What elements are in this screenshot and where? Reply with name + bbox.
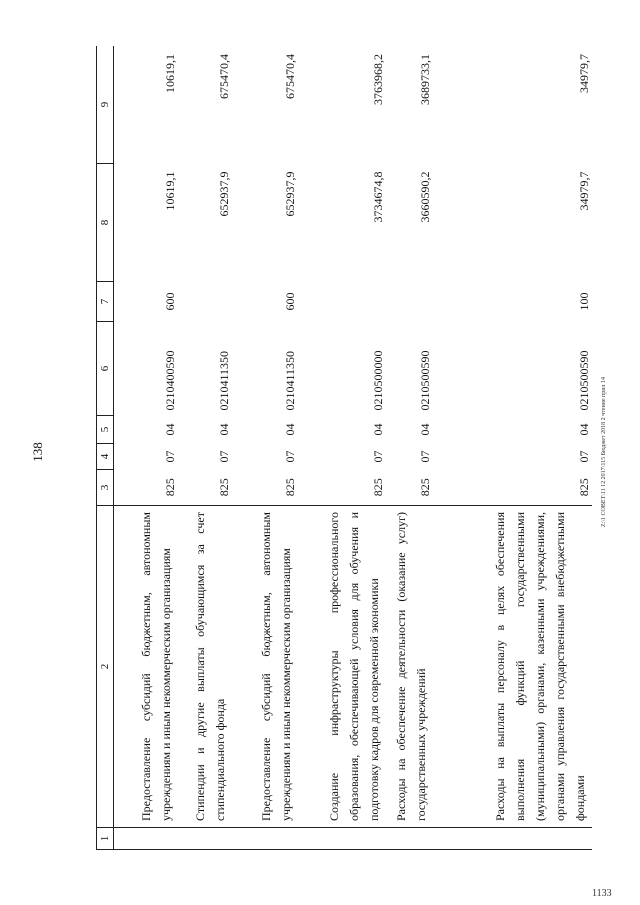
cell-expense-type: 600 (282, 292, 297, 311)
cell-expense-type: 600 (162, 292, 177, 311)
cell-ministry-code: 825 (417, 478, 432, 497)
cell-description: Создание инфраструктуры профессионального образования, обеспечивающей условия для обучения и подготовку кадров для современной экономики (300, 506, 388, 828)
table-row (180, 46, 234, 850)
cell-subsection: 04 (577, 423, 591, 436)
footer-file-path: Z:\1 СОВЕТ\11 12 2017\115 Бюджет 2018 2 чтение прил 14 (601, 377, 607, 527)
cell-expense-type (388, 282, 435, 322)
cell-ministry-code: 825 (162, 478, 177, 497)
cell-description: Расходы на обеспечение деятельности (оказание услуг) государственных учреждений (388, 506, 435, 828)
header-col-7: 7 (97, 282, 114, 322)
cell-target-article: 0210411350 (216, 350, 231, 411)
cell-amount-col-8: 652937,9 (216, 171, 231, 217)
table-row (300, 46, 388, 850)
cell-target-article: 0210400590 (162, 350, 177, 411)
cell-expense-type: 100 (577, 292, 591, 311)
cell-col-1 (234, 828, 300, 850)
budget-table (96, 46, 592, 850)
header-col-9: 9 (97, 46, 114, 164)
cell-amount-col-9: 675470,4 (282, 54, 297, 99)
corner-number: 1133 (592, 888, 612, 899)
cell-amount-col-8: 34979,7 (577, 171, 591, 211)
table-row (114, 46, 180, 850)
cell-section: 07 (370, 450, 385, 463)
cell-amount-col-8: 3734674,8 (370, 171, 385, 223)
rotated-table-region (96, 46, 592, 850)
cell-col-1 (114, 828, 180, 850)
table-row (435, 46, 593, 850)
cell-section: 07 (162, 450, 177, 463)
cell-section: 07 (577, 450, 591, 463)
cell-description: Предоставление субсидий бюджетным, автономным учреждениям и иным некоммерческим организациям (234, 506, 300, 828)
cell-amount-col-9: 675470,4 (216, 54, 231, 99)
header-col-6: 6 (97, 322, 114, 416)
cell-expense-type (180, 282, 234, 322)
cell-amount-col-8: 10619,1 (162, 171, 177, 211)
table-row (234, 46, 300, 850)
cell-description: Предоставление субсидий бюджетным, автономным учреждениям и иным некоммерческим организациям (114, 506, 180, 828)
cell-section: 07 (282, 450, 297, 463)
page-number: 138 (30, 442, 45, 462)
header-col-4: 4 (97, 444, 114, 470)
header-row (97, 46, 114, 850)
cell-ministry-code: 825 (577, 478, 591, 497)
cell-subsection: 04 (216, 423, 231, 436)
cell-subsection: 04 (370, 423, 385, 436)
cell-amount-col-9: 34979,7 (577, 54, 591, 93)
cell-target-article: 0210500590 (417, 350, 432, 411)
cell-amount-col-9: 3763968,2 (370, 54, 385, 105)
cell-amount-col-8: 3660590,2 (417, 171, 432, 223)
cell-description: Стипендии и другие выплаты обучающимся за счет стипендиального фонда (180, 506, 234, 828)
cell-description: Расходы на выплаты персоналу в целях обеспечения выполнения функций государственными (муниципальными) органами, казенными учреждениями, органами управления государственными внебюджетными фондами (435, 506, 593, 828)
cell-ministry-code: 825 (216, 478, 231, 497)
header-col-8: 8 (97, 164, 114, 282)
cell-ministry-code: 825 (282, 478, 297, 497)
cell-amount-col-9: 10619,1 (162, 54, 177, 93)
cell-target-article: 0210500590 (577, 350, 591, 411)
cell-target-article: 0210411350 (282, 350, 297, 411)
cell-ministry-code: 825 (370, 478, 385, 497)
header-col-3: 3 (97, 470, 114, 506)
header-col-1: 1 (97, 828, 114, 850)
cell-amount-col-9: 3689733,1 (417, 54, 432, 105)
cell-section: 07 (216, 450, 231, 463)
cell-col-1 (388, 828, 435, 850)
header-col-5: 5 (97, 416, 114, 444)
cell-expense-type (300, 282, 388, 322)
cell-subsection: 04 (162, 423, 177, 436)
cell-amount-col-8: 652937,9 (282, 171, 297, 217)
header-col-2: 2 (97, 506, 114, 828)
cell-subsection: 04 (417, 423, 432, 436)
table-rotation-frame (96, 46, 592, 850)
cell-section: 07 (417, 450, 432, 463)
cell-subsection: 04 (282, 423, 297, 436)
cell-col-1 (180, 828, 234, 850)
cell-col-1 (435, 828, 593, 850)
cell-col-1 (300, 828, 388, 850)
cell-target-article: 0210500000 (370, 350, 385, 411)
table-row (388, 46, 435, 850)
